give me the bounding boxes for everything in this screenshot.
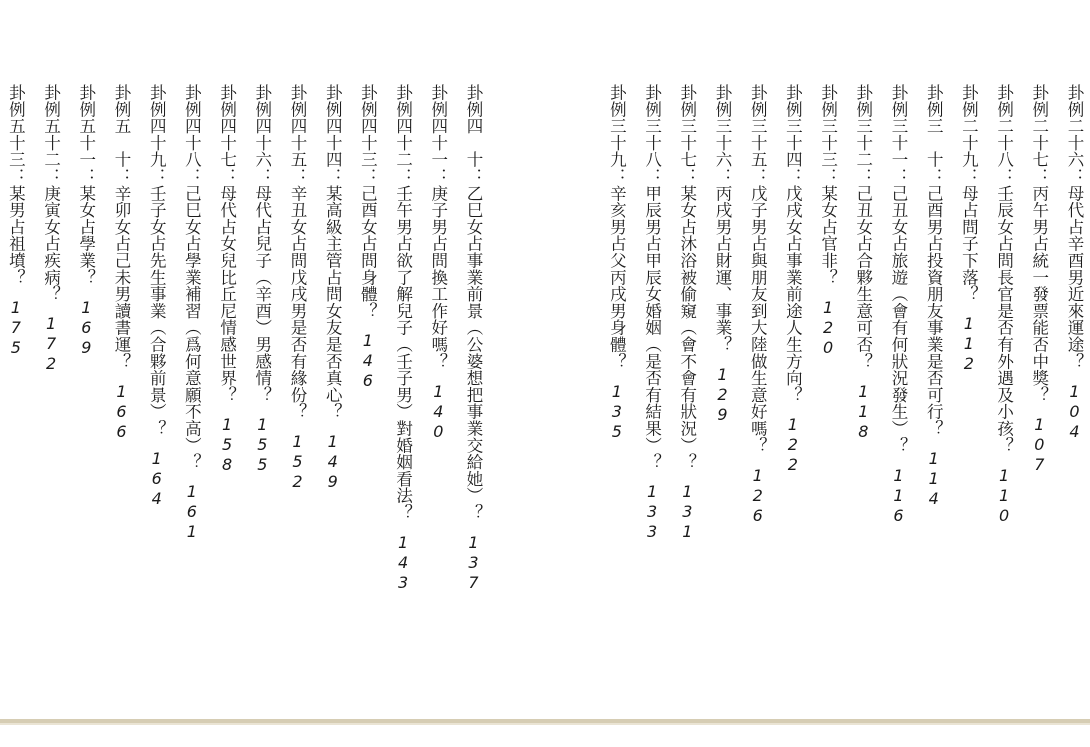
toc-entry: [639, 84, 665, 704]
toc-entry-title: 卦例三十二：己丑女占合夥生意可否？: [853, 84, 873, 370]
toc-entry-page-number: 131: [677, 482, 697, 543]
toc-entry-page-number: 112: [959, 314, 979, 375]
toc-entry: [143, 84, 169, 704]
toc-entry: [779, 84, 805, 704]
toc-entry-title: 卦例三十九：辛亥男占父丙戌男身體？: [607, 84, 627, 370]
toc-entry: [815, 84, 841, 704]
toc-entry: [73, 84, 99, 704]
toc-entry-title: 卦例二十七：丙午男占統一發票能否中獎？: [1029, 84, 1049, 404]
toc-entry-title: 卦例二十八：壬辰女占問長官是否有外遇及小孩？: [994, 84, 1014, 454]
toc-entry: [354, 84, 380, 704]
toc-entry-page-number: 164: [147, 448, 167, 509]
toc-entry-title: 卦例四十四：某高級主管占問女友是否真心？: [323, 84, 343, 420]
toc-entry: [38, 84, 64, 704]
toc-entry: [1061, 84, 1087, 704]
toc-entry: [178, 84, 204, 704]
toc-entry-page-number: 116: [889, 465, 908, 526]
toc-entry-page-number: 143: [393, 532, 413, 593]
toc-entry-page-number: 104: [1065, 381, 1084, 442]
toc-entry: [284, 84, 310, 704]
toc-entry: [603, 84, 629, 704]
toc-entry-title: 卦例三十七：某女占沐浴被偷窺（會不會有狀況）？: [677, 84, 697, 471]
toc-entry-page-number: 107: [1029, 415, 1049, 476]
toc-entry: [214, 84, 240, 704]
toc-entry-page-number: 122: [783, 415, 803, 476]
toc-entry-page-number: 161: [182, 482, 202, 543]
toc-entry-title: 卦例三十六：丙戌男占財運、事業？: [713, 84, 732, 353]
toc-entry-title: 卦例三十四：戊戌女占事業前途人生方向？: [783, 84, 803, 404]
toc-entry-page-number: 110: [994, 465, 1014, 526]
toc-entry-page-number: 146: [358, 331, 378, 392]
toc-entry-title: 卦例五 十：辛卯女占己未男讀書運？: [112, 84, 131, 370]
toc-entry-title: 卦例四十八：己巳女占學業補習（爲何意願不高）？: [182, 84, 202, 471]
toc-entry-title: 卦例四十六：母代占兒子（辛酉）男感情？: [252, 84, 272, 404]
toc-entry-page-number: 149: [323, 432, 343, 492]
toc-entry-title: 卦例三十五：戊子男占與朋友到大陸做生意好嗎？: [748, 84, 768, 454]
toc-entry: [108, 84, 134, 704]
toc-entry-title: 卦例三 十：己酉男占投資朋友事業是否可行？: [924, 84, 944, 437]
toc-entry-title: 卦例三十三：某女占官非？: [818, 84, 838, 286]
toc-entry-page-number: 166: [112, 381, 131, 442]
toc-entry-title: 卦例四十一：庚子男占問換工作好嗎？: [428, 84, 448, 370]
toc-entry-title: 卦例五十二：庚寅女占疾病？: [41, 84, 61, 303]
toc-entry: [1026, 84, 1052, 704]
toc-entry-title: 卦例四十二：壬午男占欲了解兒子（壬子男）對婚姻看法？: [393, 84, 413, 521]
toc-entry: [744, 84, 770, 704]
toc-entry: [885, 84, 911, 704]
toc-entry-page-number: 133: [642, 482, 662, 543]
toc-entry-page-number: 172: [41, 314, 61, 375]
toc-entry: [955, 84, 981, 704]
toc-entry-title: 卦例四 十：乙巳女占事業前景（公婆想把事業交給她）？: [464, 84, 483, 521]
toc-entry-title: 卦例二十六：母代占辛酉男近來運途？: [1065, 84, 1084, 370]
toc-entry: [425, 84, 451, 704]
toc-entry-page-number: 114: [924, 448, 944, 509]
toc-entry-page-number: 137: [464, 532, 483, 593]
toc-entry: [460, 84, 486, 704]
toc-entry-title: 卦例三十八：甲辰男占甲辰女婚姻（是否有結果）？: [642, 84, 662, 471]
toc-entry-page-number: 118: [853, 381, 873, 442]
toc-entry-page-number: 140: [428, 381, 448, 442]
toc-entry-title: 卦例二十九：母占問子下落？: [959, 84, 979, 303]
toc-entry: [2, 84, 28, 704]
toc-entry-title: 卦例五十三：某男占祖墳？: [6, 84, 26, 286]
toc-entry: [709, 84, 735, 704]
toc-entry-page-number: 158: [217, 415, 237, 476]
toc-entry: [249, 84, 275, 704]
toc-entry-page-number: 135: [607, 381, 627, 442]
toc-entry: [850, 84, 876, 704]
toc-entry: [674, 84, 700, 704]
toc-entry-title: 卦例四十九：壬子女占先生事業（合夥前景）？: [147, 84, 167, 437]
toc-entry-title: 卦例五十一：某女占學業？: [76, 84, 96, 286]
toc-entry: [390, 84, 416, 704]
toc-entry: [319, 84, 345, 704]
toc-entry-page-number: 169: [76, 297, 96, 358]
toc-entry-page-number: 129: [713, 364, 732, 425]
toc-entry-page-number: 126: [748, 465, 768, 526]
toc-entry-title: 卦例四十七：母代占女兒比丘尼情感世界？: [217, 84, 237, 404]
toc-entry-page-number: 120: [818, 297, 838, 358]
bottom-rule-shadow: [0, 723, 1090, 725]
toc-entry-page-number: 175: [6, 297, 26, 358]
toc-entry-title: 卦例四十五：辛丑女占問戊戌男是否有緣份？: [288, 84, 307, 420]
toc-entry-title: 卦例三十一：己丑女占旅遊（會有何狀況發生）？: [889, 84, 908, 454]
toc-entry-page-number: 152: [288, 432, 307, 492]
toc-entry-page-number: 155: [252, 415, 272, 476]
toc-entry: [920, 84, 946, 704]
toc-entry-title: 卦例四十三：己酉女占問身體？: [358, 84, 378, 320]
toc-entry: [991, 84, 1017, 704]
